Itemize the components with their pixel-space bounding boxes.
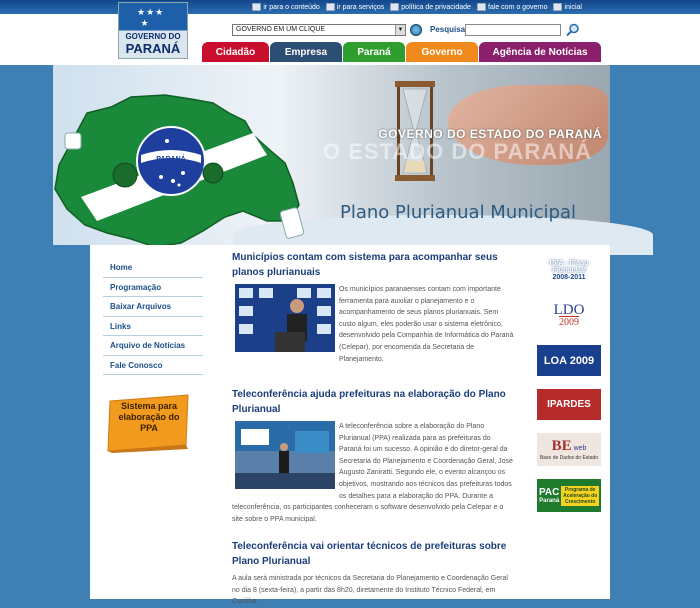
- search-label: Pesquisa: [430, 25, 466, 34]
- banner-pac[interactable]: PAC Paraná Programa de Aceleração do Crescimento: [537, 479, 601, 512]
- document-icon: [326, 3, 335, 11]
- banner-ipardes[interactable]: IPARDES: [537, 389, 601, 420]
- content-area: [90, 245, 610, 606]
- banner-ppa[interactable]: PPA - Plano Plurianual 2008-2011: [549, 259, 589, 281]
- search-input[interactable]: [465, 24, 561, 36]
- nav-item-links[interactable]: Links: [103, 317, 203, 337]
- nav-item-baixar-arquivos[interactable]: Baixar Arquivos: [103, 297, 203, 317]
- article-title[interactable]: Teleconferência ajuda prefeituras na elaboração do Plano Plurianual: [232, 389, 506, 415]
- banner-loa[interactable]: LOA 2009: [537, 345, 601, 376]
- nav-item-home[interactable]: Home: [103, 258, 203, 278]
- top-link-inicial[interactable]: inicial: [553, 2, 582, 12]
- top-links: [252, 2, 582, 12]
- tab-governo[interactable]: Governo: [406, 42, 478, 62]
- nav-item-arquivo-noticias[interactable]: Arquivo de Notícias: [103, 336, 203, 356]
- mail-icon: [477, 3, 486, 11]
- tab-cidadao[interactable]: Cidadão: [202, 42, 269, 62]
- tab-empresa[interactable]: Empresa: [270, 42, 342, 62]
- go-button[interactable]: [410, 24, 422, 36]
- nav-item-programacao[interactable]: Programação: [103, 278, 203, 298]
- top-link-privacidade[interactable]: política de privacidade: [390, 2, 471, 12]
- tab-agencia-noticias[interactable]: Agência de Notícias: [479, 42, 601, 62]
- svg-text:PARANÁ: PARANÁ: [156, 156, 186, 163]
- privacy-icon: [390, 3, 399, 11]
- nav-item-fale-conosco[interactable]: Fale Conosco: [103, 356, 203, 376]
- site-header: [0, 0, 700, 65]
- stars-emblem-icon: ★★★ ★: [137, 7, 165, 28]
- article-body: Os municípios paranaenses contam com importante ferramenta para auxiliar o planejamento e o acompanhamento de seus planos plurianuais. Sem custo algum, eles poderão usar o sistema eletrônico, desenvolvido pela Companhia de Informática do Paraná (Celepar), por encomenda da Secretaria de Planejamento.: [339, 286, 514, 363]
- news-article: [232, 539, 514, 608]
- main-nav-tabs: [202, 42, 601, 62]
- banner-subtitle: Plano Plurianual Municipal: [340, 202, 576, 223]
- article-body: A teleconferência sobre a elaboração do Plano Plurianual (PPA) realizada para as prefeituras do Paraná foi um sucesso. A opinião é do diretor-geral da Secretaria do Planejamento e Coordenação Geral, José Augusto Zaniratti. Segundo ele, o evento alcançou os objetivos, mostrando aos técnicos das prefeituras todos os detalhes para a elaboração do PPA. Durante a teleconferência, os participantes conheceram o software desenvolvido pela Celepar e o site sobre o PPA municipal.: [232, 423, 513, 523]
- article-photo[interactable]: [235, 421, 335, 489]
- right-banners: [537, 253, 601, 525]
- ppa-system-badge[interactable]: [104, 395, 192, 453]
- tab-parana[interactable]: Paraná: [343, 42, 405, 62]
- left-nav: [103, 258, 203, 375]
- quick-access-select[interactable]: GOVERNO EM UM CLIQUE ▼: [232, 24, 406, 36]
- news-article: [232, 250, 514, 365]
- banner-bdeweb[interactable]: BE web Base de Dados do Estado: [537, 433, 601, 466]
- ppa-badge-text: Sistema para elaboração do PPA: [118, 401, 180, 433]
- home-icon: [553, 3, 562, 11]
- hero-banner: [53, 65, 610, 245]
- article-title[interactable]: Municípios contam com sistema para acompanhar seus planos plurianuais: [232, 252, 498, 278]
- banner-gov-title: GOVERNO DO ESTADO DO PARANÁ: [378, 127, 602, 141]
- banner-ldo[interactable]: LDO 2009: [553, 301, 585, 328]
- chevron-down-icon: ▼: [395, 25, 405, 35]
- top-link-servicos[interactable]: ir para serviços: [326, 2, 384, 12]
- parana-flag-map-icon: [53, 93, 303, 248]
- top-link-fale[interactable]: fale com o governo: [477, 2, 548, 12]
- banner-ghost-text: O ESTADO DO PARANÁ: [323, 139, 592, 164]
- governo-parana-logo[interactable]: ★★★ ★ GOVERNO DO PARANÁ: [118, 2, 188, 59]
- article-title[interactable]: Teleconferência vai orientar técnicos de prefeituras sobre Plano Plurianual: [232, 541, 507, 567]
- news-article: [232, 387, 514, 525]
- top-link-conteudo[interactable]: ir para o conteúdo: [252, 2, 319, 12]
- article-photo[interactable]: [235, 284, 335, 352]
- document-icon: [252, 3, 261, 11]
- article-body: A aula será ministrada por técnicos da Secretaria do Planejamento e Coordenação Geral no dia 8 (sexta-feira), a partir das 8h20, diretamente do Instituto Técnico Federal, em Curitiba.: [232, 575, 508, 606]
- search-icon[interactable]: [566, 23, 580, 37]
